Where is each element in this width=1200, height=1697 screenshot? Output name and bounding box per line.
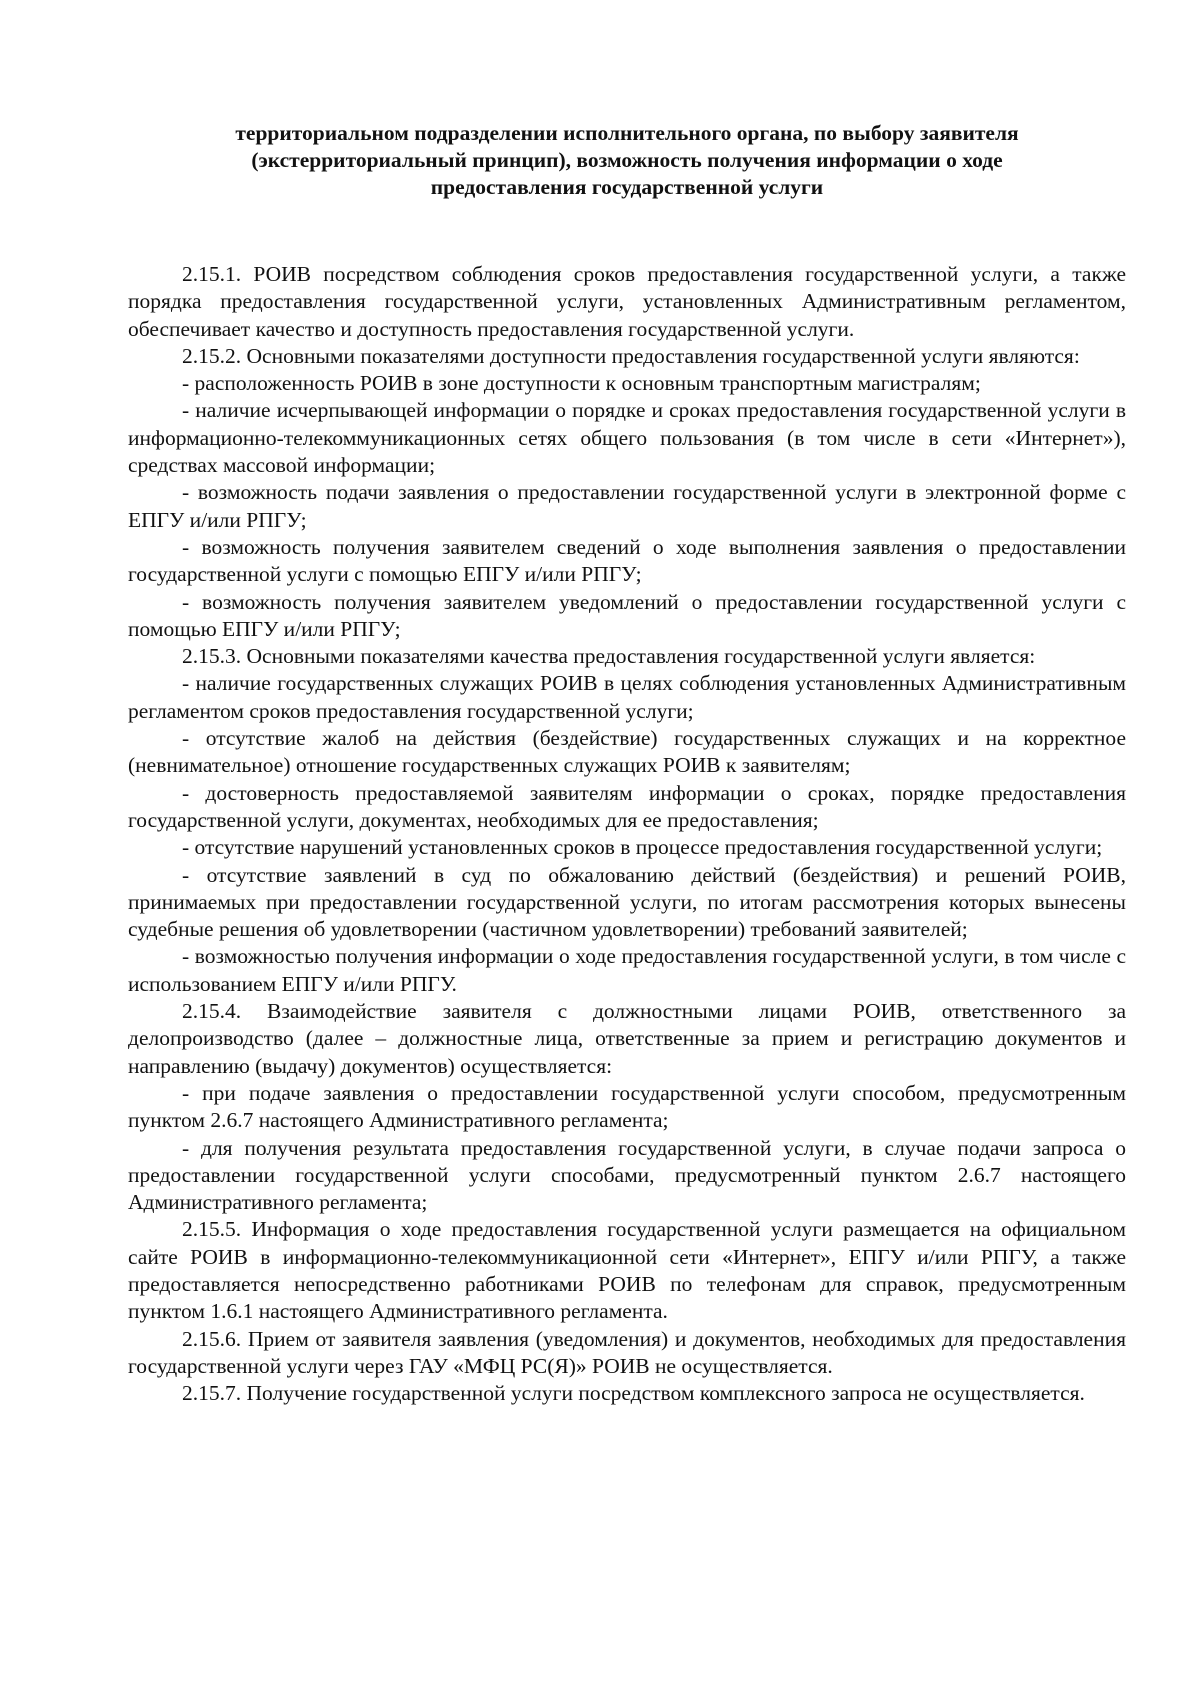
paragraph-2-15-6: 2.15.6. Прием от заявителя заявления (уведомления) и документов, необходимых для предоставления государственной услуги через ГАУ «МФЦ РС(Я)» РОИВ не осуществляется.	[128, 1326, 1126, 1378]
paragraph-2-15-2: 2.15.2. Основными показателями доступности предоставления государственной услуги являются:	[182, 343, 1080, 368]
paragraph-2-15-5: 2.15.5. Информация о ходе предоставления государственной услуги размещается на официальном сайте РОИВ в информационно-телекоммуникационной сети «Интернет», ЕПГУ и/или РПГУ, а также предоставляется непосредственно работниками РОИВ по телефонам для справок, предусмотренным пунктом 1.6.1 настоящего Административного регламента.	[128, 1217, 1126, 1324]
list-item: - достоверность предоставляемой заявителям информации о сроках, порядке предоставления государственной услуги, документах, необходимых для ее предоставления;	[128, 780, 1126, 832]
paragraph-2-15-7: 2.15.7. Получение государственной услуги посредством комплексного запроса не осуществляется.	[182, 1381, 1085, 1406]
section-heading	[128, 120, 1126, 201]
list-item: - расположенность РОИВ в зоне доступности к основным транспортным магистралям;	[182, 371, 981, 396]
list-item: - возможностью получения информации о ходе предоставления государственной услуги, в том числе с использованием ЕПГУ и/или РПГУ.	[128, 944, 1126, 996]
paragraph-2-15-3: 2.15.3. Основными показателями качества предоставления государственной услуги является:	[182, 644, 1036, 669]
list-item: - отсутствие заявлений в суд по обжалованию действий (бездействия) и решений РОИВ, принимаемых при предоставлении государственной услуги, по итогам рассмотрения которых вынесены судебные решения об удовлетворении (частичном удовлетворении) требований заявителей;	[128, 862, 1126, 942]
list-item: - наличие исчерпывающей информации о порядке и сроках предоставления государственной услуги в информационно-телекоммуникационных сетях общего пользования (в том числе в сети «Интернет»), средствах массовой информации;	[128, 398, 1126, 478]
list-item: - отсутствие жалоб на действия (бездействие) государственных служащих и на корректное (невнимательное) отношение государственных служащих РОИВ к заявителям;	[128, 726, 1126, 778]
heading-line: предоставления государственной услуги	[430, 175, 824, 199]
paragraph-2-15-1: 2.15.1. РОИВ посредством соблюдения сроков предоставления государственной услуги, а также порядка предоставления государственной услуги, установленных Административным регламентом, обеспечивает качество и доступность предоставления государственной услуги.	[128, 262, 1126, 341]
paragraph-2-15-4: 2.15.4. Взаимодействие заявителя с должностными лицами РОИВ, ответственного за делопроизводство (далее – должностные лица, ответственные за прием и регистрацию документов и направлению (выдачу) документов) осуществляется:	[128, 999, 1126, 1078]
body-text	[128, 261, 1126, 1407]
list-item: - наличие государственных служащих РОИВ в целях соблюдения установленных Административным регламентом сроков предоставления государственной услуги;	[128, 671, 1126, 723]
list-item: - при подаче заявления о предоставлении государственной услуги способом, предусмотренным пунктом 2.6.7 настоящего Административного регламента;	[128, 1080, 1126, 1133]
list-item: - отсутствие нарушений установленных сроков в процессе предоставления государственной услуги;	[182, 835, 1103, 860]
document-page	[128, 120, 1126, 1407]
list-item: - для получения результата предоставления государственной услуги, в случае подачи запроса о предоставлении государственной услуги способами, предусмотренный пунктом 2.6.7 настоящего Административного регламента;	[128, 1135, 1126, 1215]
list-item: - возможность подачи заявления о предоставлении государственной услуги в электронной форме с ЕПГУ и/или РПГУ;	[128, 480, 1126, 532]
list-item: - возможность получения заявителем уведомлений о предоставлении государственной услуги с помощью ЕПГУ и/или РПГУ;	[128, 589, 1126, 641]
heading-line: территориальном подразделении исполнительного органа, по выбору заявителя	[235, 121, 1019, 145]
heading-line: (экстерриториальный принцип), возможность получения информации о ходе	[251, 148, 1003, 172]
list-item: - возможность получения заявителем сведений о ходе выполнения заявления о предоставлении государственной услуги с помощью ЕПГУ и/или РПГУ;	[128, 534, 1126, 587]
